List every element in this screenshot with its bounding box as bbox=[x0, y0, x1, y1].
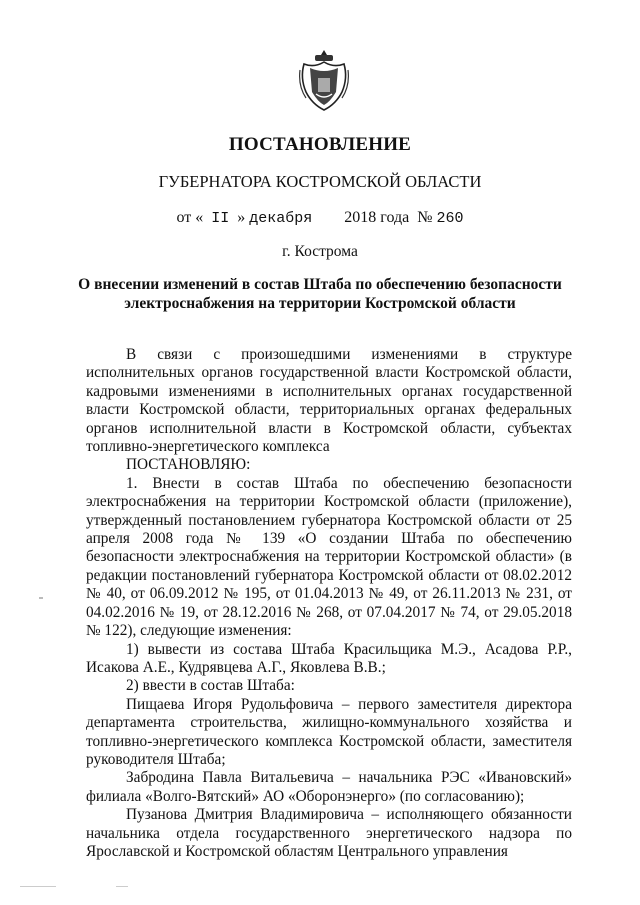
city-line: г. Кострома bbox=[282, 243, 358, 260]
body-paragraph-item-1: 1. Внести в состав Штаба по обеспечению безопасности электроснабжения на территории Костромской области (приложение), утвержденный постановлением губернатора Костромской области от 25 апреля 2008 года № 139 «О создании Штаба по обеспечению безопасности электроснабжения на территории Костромской области» (в редакции постановлений губернатора Костромской области от 08.02.2012 № 40, от 06.09.2012 № 195, от 01.04.2013 № 49, от 26.11.2013 № 231, от 04.02.2016 № 19, от 28.12.2016 № 268, от 07.04.2017 № 74, от 29.05.2018 № 122), следующие изменения: bbox=[86, 474, 572, 640]
date-month: декабря bbox=[249, 210, 313, 227]
body-paragraph-decree: ПОСТАНОВЛЯЮ: bbox=[126, 456, 251, 474]
number-sign: № bbox=[417, 209, 433, 226]
body-paragraph-member-puzanov: Пузанова Дмитрия Владимировича – исполняющего обязанности начальника отдела государственного энергетического надзора по Ярославской и Костромской областям Центрального управления bbox=[86, 806, 572, 860]
document-number: 260 bbox=[436, 210, 464, 227]
document-heading bbox=[60, 275, 580, 313]
scan-edge-mark bbox=[20, 886, 56, 887]
date-day: II bbox=[211, 210, 230, 227]
heading-line-1: О внесении изменений в состав Штаба по обеспечению безопасности bbox=[78, 276, 562, 293]
body-paragraph-member-pishchaev: Пищаева Игоря Рудольфовича – первого заместителя директора департамента строительства, жилищно-коммунального хозяйства и топливно-энергетического комплекса Костромской области, заместителя руководителя Штаба; bbox=[86, 695, 572, 768]
body-paragraph-member-zabrodin: Забродина Павла Витальевича – начальника РЭС «Ивановский» филиала «Волго-Вятский» АО «Оборонэнерго» (по согласованию); bbox=[86, 769, 572, 805]
date-year: 2018 года bbox=[344, 209, 410, 226]
date-prefix: от « bbox=[176, 209, 204, 226]
body-paragraph-preamble: В связи с произошедшими изменениями в структуре исполнительных органов государственной власти Костромской области, кадровыми изменениями в исполнительных органах государственной власти Костромской области, территориальных органах федеральных органов исполнительной власти в Костромской области, субъектах топливно-энергетического комплекса bbox=[86, 346, 572, 456]
coat-of-arms-icon bbox=[298, 48, 350, 112]
date-line bbox=[0, 209, 640, 227]
date-sep: » bbox=[237, 209, 246, 226]
document-body bbox=[86, 346, 572, 861]
heading-line-2: электроснабжения на территории Костромской области bbox=[124, 295, 516, 312]
scan-edge-mark bbox=[116, 886, 128, 887]
body-paragraph-add: 2) ввести в состав Штаба: bbox=[126, 677, 295, 695]
document-type-title: ПОСТАНОВЛЕНИЕ bbox=[228, 134, 412, 155]
body-paragraph-remove: 1) вывести из состава Штаба Красильщика М.Э., Асадова Р.Р., Исакова А.Е., Кудрявцева А.Г., Яковлева В.В.; bbox=[86, 640, 572, 676]
scan-speck bbox=[39, 597, 43, 599]
issuer-subtitle: ГУБЕРНАТОРА КОСТРОМСКОЙ ОБЛАСТИ bbox=[158, 172, 482, 191]
